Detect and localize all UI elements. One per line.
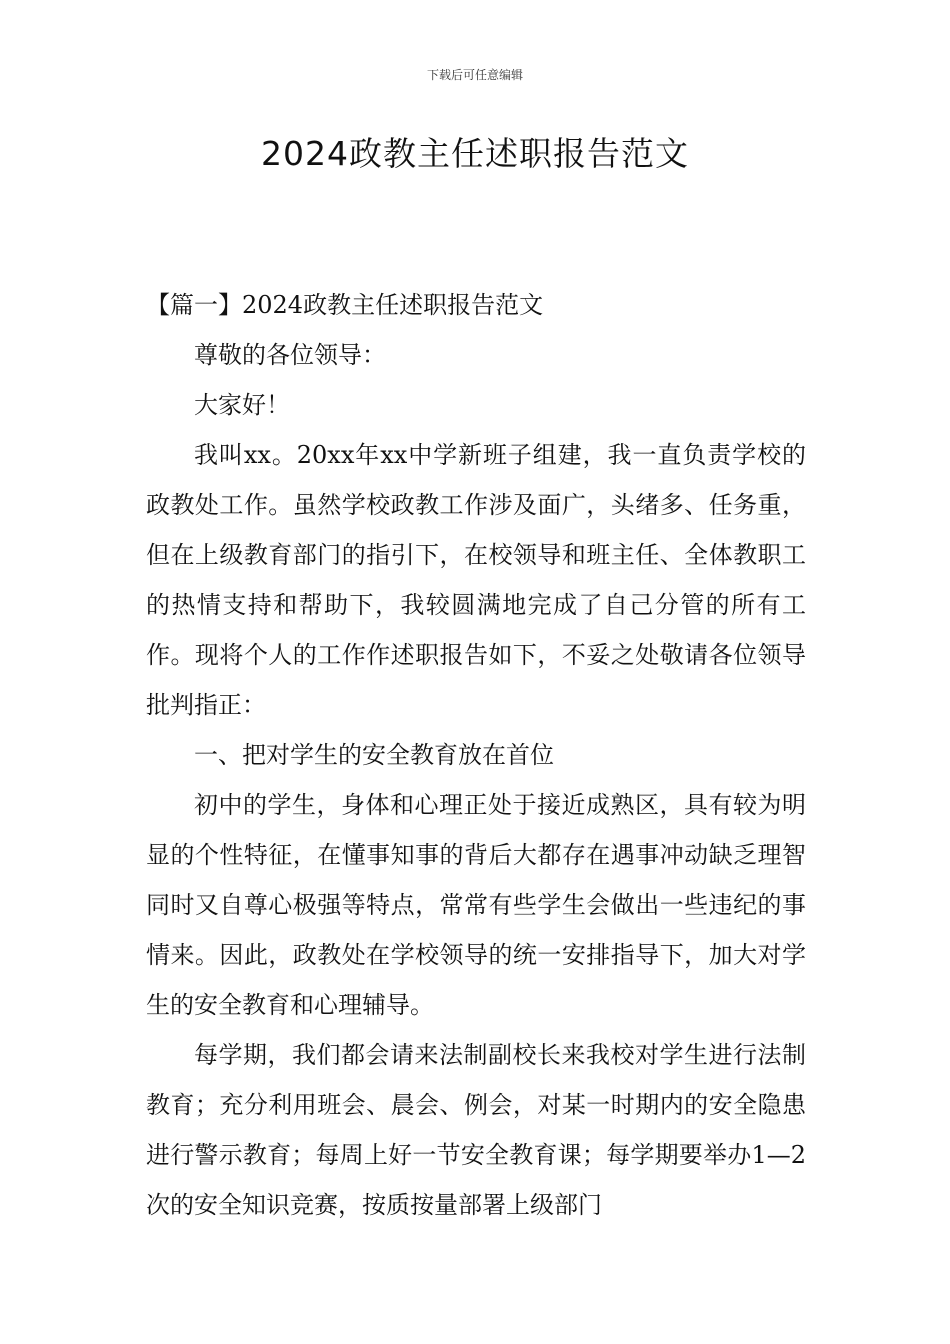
subheading-safety: 一、把对学生的安全教育放在首位 — [194, 741, 554, 769]
paragraph-students: 初中的学生，身体和心理正处于接近成熟区，具有较为明显的个性特征，在懂事知事的背后大都存在遇事冲动缺乏理智同时又自尊心极强等特点，常常有些学生会做出一些违纪的事情来。因此，政教处在学校领导的统一安排指导下，加大对学生的安全教育和心理辅导。 — [146, 791, 806, 1019]
document-title: 2024政教主任述职报告范文 — [261, 134, 689, 173]
document-body — [146, 280, 806, 1230]
paragraph-semester: 每学期，我们都会请来法制副校长来我校对学生进行法制教育；充分利用班会、晨会、例会，对某一时期内的安全隐患进行警示教育；每周上好一节安全教育课；每学期要举办1—2次的安全知识竞赛，按质按量部署上级部门 — [146, 1041, 806, 1219]
greeting: 大家好！ — [194, 391, 290, 419]
section-heading: 【篇一】2024政教主任述职报告范文 — [146, 291, 544, 319]
paragraph-intro: 我叫xx。20xx年xx中学新班子组建，我一直负责学校的政教处工作。虽然学校政教工作涉及面广，头绪多、任务重，但在上级教育部门的指引下，在校领导和班主任、全体教职工的热情支持和帮助下，我较圆满地完成了自己分管的所有工作。现将个人的工作作述职报告如下，不妥之处敬请各位领导批判指正： — [146, 441, 806, 719]
salutation: 尊敬的各位领导： — [194, 341, 386, 369]
header-note: 下载后可任意编辑 — [426, 68, 523, 82]
